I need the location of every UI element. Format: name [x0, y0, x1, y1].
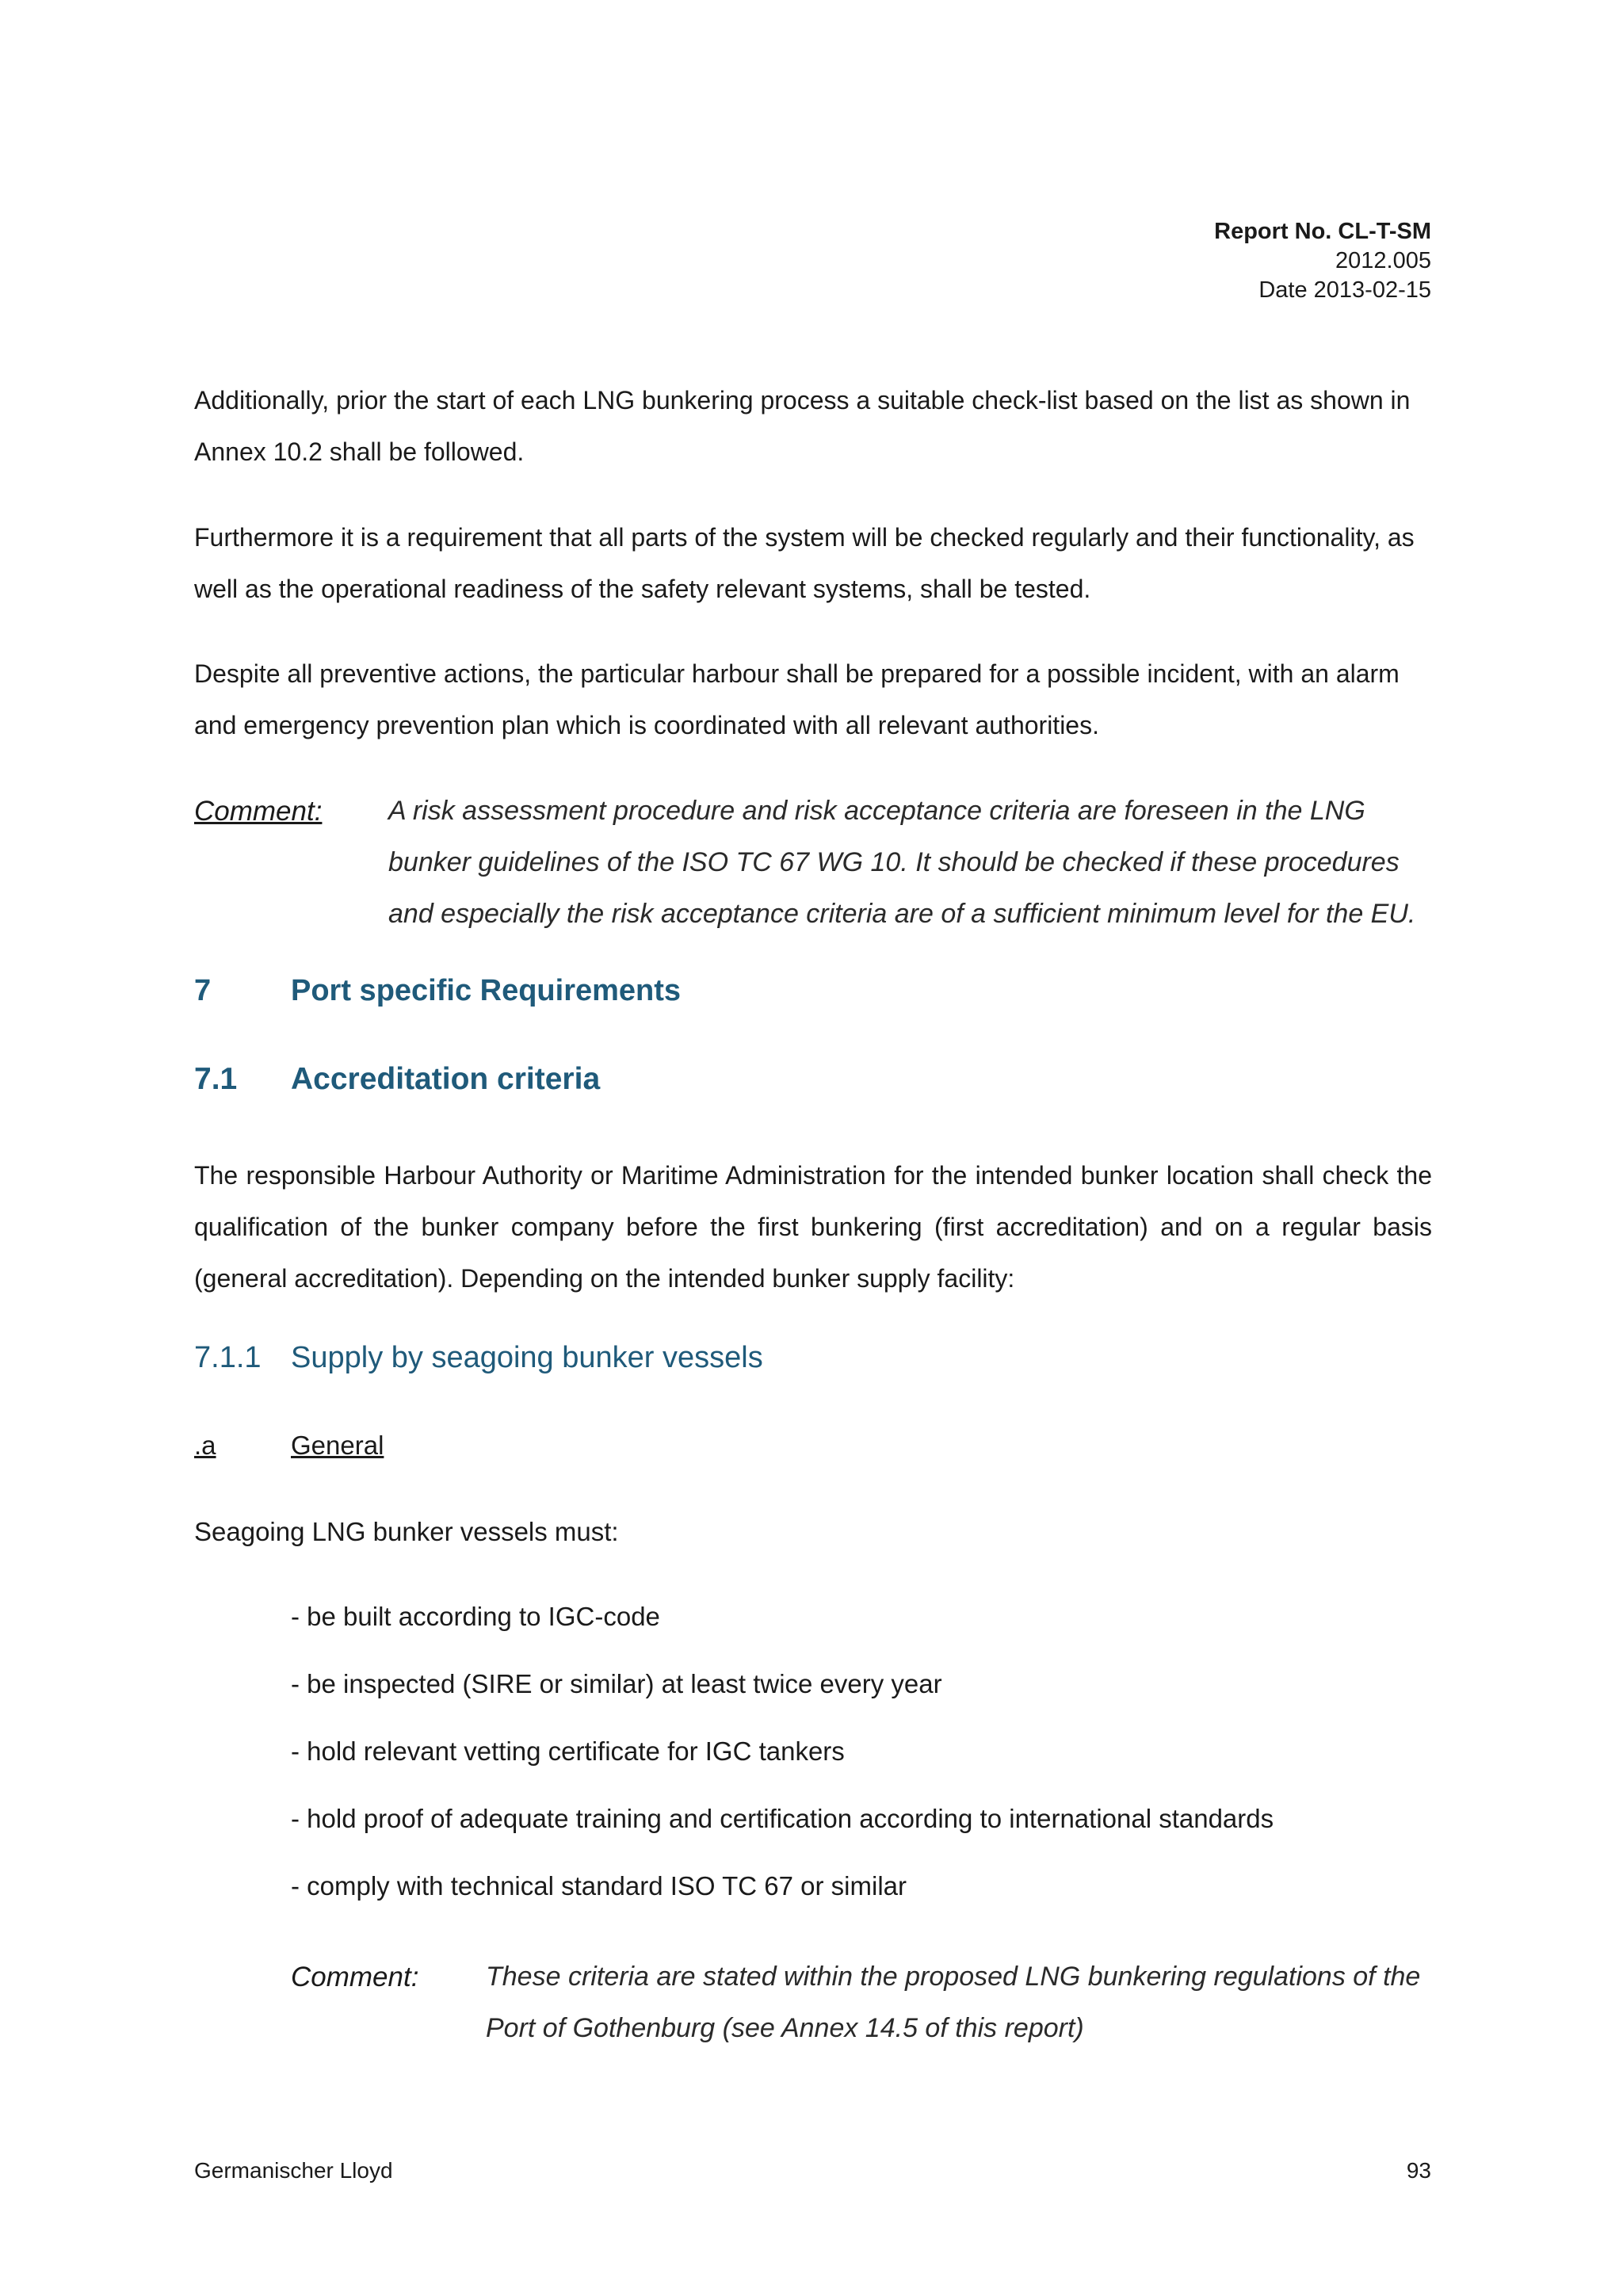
list-item: - hold relevant vetting certificate for IGC tankers	[291, 1736, 845, 1766]
list-item: - be inspected (SIRE or similar) at least twice every year	[291, 1669, 942, 1698]
section-title: Port specific Requirements	[291, 974, 682, 1007]
section-number: 7	[194, 974, 212, 1007]
list-item: - comply with technical standard ISO TC 67 or similar	[291, 1871, 907, 1901]
report-date: Date 2013-02-15	[1258, 277, 1431, 303]
subsection-number: .a	[194, 1431, 216, 1460]
list-item: - be built according to IGC-code	[291, 1602, 660, 1631]
footer-company: Germanischer Lloyd	[194, 2158, 393, 2183]
section-title: Supply by seagoing bunker vessels	[291, 1341, 763, 1374]
report-id: 2012.005	[1335, 248, 1431, 273]
paragraph-system-checks: Furthermore it is a requirement that all parts of the system will be checked regularly and their functionality, as well as the operational readiness of the safety relevant systems, shall be tested.	[194, 523, 1415, 603]
paragraph-accreditation: The responsible Harbour Authority or Maritime Administration for the intended bunker location shall check the qualification of the bunker company before the first bunkering (first accreditation) and on a regular basis (general accreditation). Depending on the intended bunker supply facility:	[194, 1161, 1432, 1293]
bullets-intro: Seagoing LNG bunker vessels must:	[194, 1517, 619, 1546]
comment-text: These criteria are stated within the proposed LNG bunkering regulations of the Port of Gothenburg (see Annex 14.5 of this report)	[486, 1962, 1421, 2043]
section-heading-7	[194, 974, 681, 1008]
report-header	[1214, 217, 1431, 305]
requirements-list	[291, 1597, 1274, 1934]
section-heading-7-1	[194, 1062, 600, 1097]
paragraph-emergency-plan: Despite all preventive actions, the particular harbour shall be prepared for a possible incident, with an alarm and emergency prevention plan which is coordinated with all relevant authorities.	[194, 659, 1400, 739]
section-number: 7.1	[194, 1062, 238, 1096]
comment-label: Comment:	[291, 1962, 419, 1992]
subsection-title: General	[291, 1431, 384, 1460]
page-number: 93	[1406, 2158, 1431, 2183]
comment-text: A risk assessment procedure and risk acceptance criteria are foreseen in the LNG bunker guidelines of the ISO TC 67 WG 10. It should be checked if these procedures and especially the risk acceptance criteria are of a sufficient minimum level for the EU.	[388, 796, 1416, 929]
subsection-a	[194, 1431, 384, 1461]
section-number: 7.1.1	[194, 1341, 262, 1374]
section-title: Accreditation criteria	[291, 1062, 601, 1096]
comment-label: Comment:	[194, 796, 323, 827]
section-heading-7-1-1	[194, 1341, 763, 1375]
list-item: - hold proof of adequate training and certification according to international standards	[291, 1804, 1274, 1833]
paragraph-checklist: Additionally, prior the start of each LNG bunkering process a suitable check-list based on the list as shown in Annex 10.2 shall be followed.	[194, 386, 1411, 466]
report-number: Report No. CL-T-SM	[1214, 219, 1431, 244]
